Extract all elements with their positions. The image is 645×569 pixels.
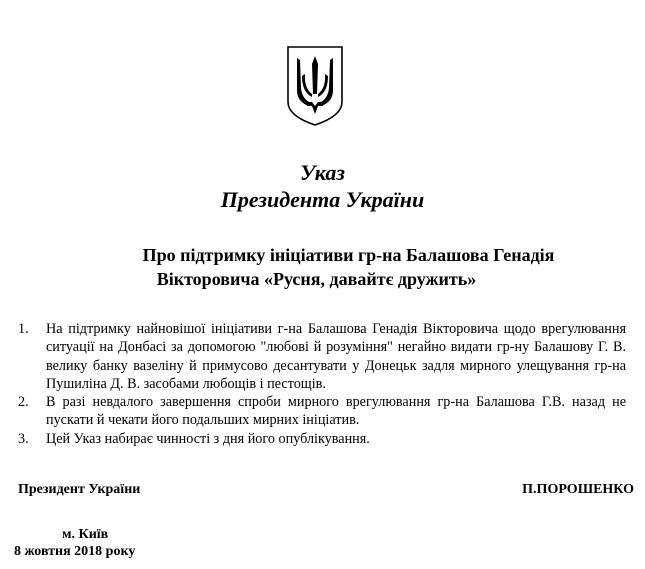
- decree-title: Указ: [300, 160, 345, 185]
- list-item: [14, 320, 626, 393]
- list-item-number: 3.: [18, 430, 29, 447]
- list-item-text: На підтримку найновішої ініціативи г-на Балашова Генадія Вікторовича щодо врегулювання ситуації на Донбасі за допомогою "любові й розуміння" негайно видати гр-ну Балашову Г. В. велику банку вазеліну й примусово десантувати у Донецьк задля мирного улещування гр-на Пушиліна Д. В. засобами любощів і пестощів.: [46, 321, 626, 392]
- decree-subject-line-1: Про підтримку ініціативи гр-на Балашова Генадія: [142, 245, 555, 265]
- signature-name: П.ПОРОШЕНКО: [522, 482, 634, 497]
- trident-coat-of-arms-icon: [285, 44, 345, 128]
- list-item-number: 2.: [18, 394, 29, 411]
- list-item-text: Цей Указ набирає чинності з дня його опублікування.: [46, 430, 370, 447]
- signature-position: Президент України: [18, 482, 141, 497]
- list-item-number: 1.: [18, 321, 29, 337]
- decree-issuer: Президента України: [220, 187, 425, 212]
- issue-place: м. Київ: [62, 527, 109, 542]
- list-item: [14, 393, 626, 430]
- issue-date: 8 жовтня 2018 року: [14, 544, 136, 559]
- list-item-text: В разі невдалого завершення спроби мирного врегулювання гр-на Балашова Г.В. назад не пускати й чекати його подальших мирних ініціатив.: [46, 394, 626, 429]
- decree-items-list: [14, 320, 626, 448]
- list-item: [14, 430, 626, 448]
- decree-subject-line-2: Вікторовича «Русня, давайтє дружить»: [156, 269, 477, 289]
